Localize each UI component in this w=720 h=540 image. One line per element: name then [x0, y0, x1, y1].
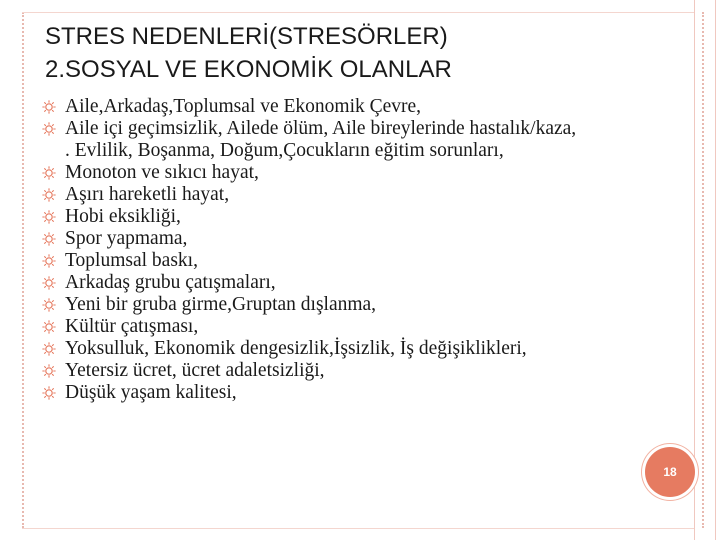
sun-bullet-icon: [42, 254, 56, 268]
bullet-item: [40, 228, 680, 250]
frame-left-border: [22, 12, 24, 528]
bullet-item: [40, 118, 680, 162]
bullet-text: Arkadaş grubu çatışmaları,: [65, 272, 276, 293]
sun-bullet-icon: [42, 100, 56, 114]
bullet-text: Yoksulluk, Ekonomik dengesizlik,İşsizlik, İş değişiklikleri,: [65, 338, 527, 359]
bullet-item: [40, 360, 680, 382]
bullet-item: [40, 272, 680, 294]
bullet-text: Aile içi geçimsizlik, Ailede ölüm, Aile bireylerinde hastalık/kaza,: [65, 118, 577, 139]
sun-bullet-icon: [42, 276, 56, 290]
slide-title-line-1: STRES NEDENLERİ(STRESÖRLER): [45, 23, 448, 50]
bullet-item: [40, 294, 680, 316]
sun-bullet-icon: [42, 188, 56, 202]
frame-right-dotted-border: [702, 12, 704, 528]
bullet-text: Yeni bir gruba girme,Gruptan dışlanma,: [65, 294, 377, 315]
bullet-item: [40, 184, 680, 206]
sun-bullet-icon: [42, 342, 56, 356]
sun-bullet-icon: [42, 386, 56, 400]
frame-right-band: [694, 0, 716, 540]
bullet-text: Spor yapmama,: [65, 228, 188, 249]
sun-bullet-icon: [42, 364, 56, 378]
bullet-text: Monoton ve sıkıcı hayat,: [65, 162, 259, 183]
bullet-item: [40, 316, 680, 338]
bullet-list: [40, 96, 680, 404]
bullet-text: Aile,Arkadaş,Toplumsal ve Ekonomik Çevre,: [65, 96, 422, 117]
bullet-text: Yetersiz ücret, ücret adaletsizliği,: [65, 360, 325, 381]
page-number-badge: [645, 447, 695, 497]
bullet-text: Hobi eksikliği,: [65, 206, 181, 227]
sun-bullet-icon: [42, 122, 56, 136]
frame-bottom-border: [22, 528, 694, 529]
bullet-item: [40, 338, 680, 360]
page-number: 18: [663, 465, 677, 479]
sun-bullet-icon: [42, 320, 56, 334]
bullet-item: [40, 96, 680, 118]
sun-bullet-icon: [42, 232, 56, 246]
bullet-text: Toplumsal baskı,: [65, 250, 198, 271]
slide-title: [45, 20, 665, 86]
bullet-item: [40, 162, 680, 184]
sun-bullet-icon: [42, 298, 56, 312]
frame-top-border: [22, 12, 694, 13]
bullet-item: [40, 382, 680, 404]
sun-bullet-icon: [42, 166, 56, 180]
bullet-item: [40, 206, 680, 228]
bullet-text: Aşırı hareketli hayat,: [65, 184, 230, 205]
slide-title-line-2: 2.SOSYAL VE EKONOMİK OLANLAR: [45, 56, 452, 83]
bullet-item: [40, 250, 680, 272]
bullet-text: Kültür çatışması,: [65, 316, 199, 337]
sun-bullet-icon: [42, 210, 56, 224]
bullet-continuation-text: . Evlilik, Boşanma, Doğum,Çocukların eğitim sorunları,: [65, 140, 504, 161]
bullet-text: Düşük yaşam kalitesi,: [65, 382, 237, 403]
